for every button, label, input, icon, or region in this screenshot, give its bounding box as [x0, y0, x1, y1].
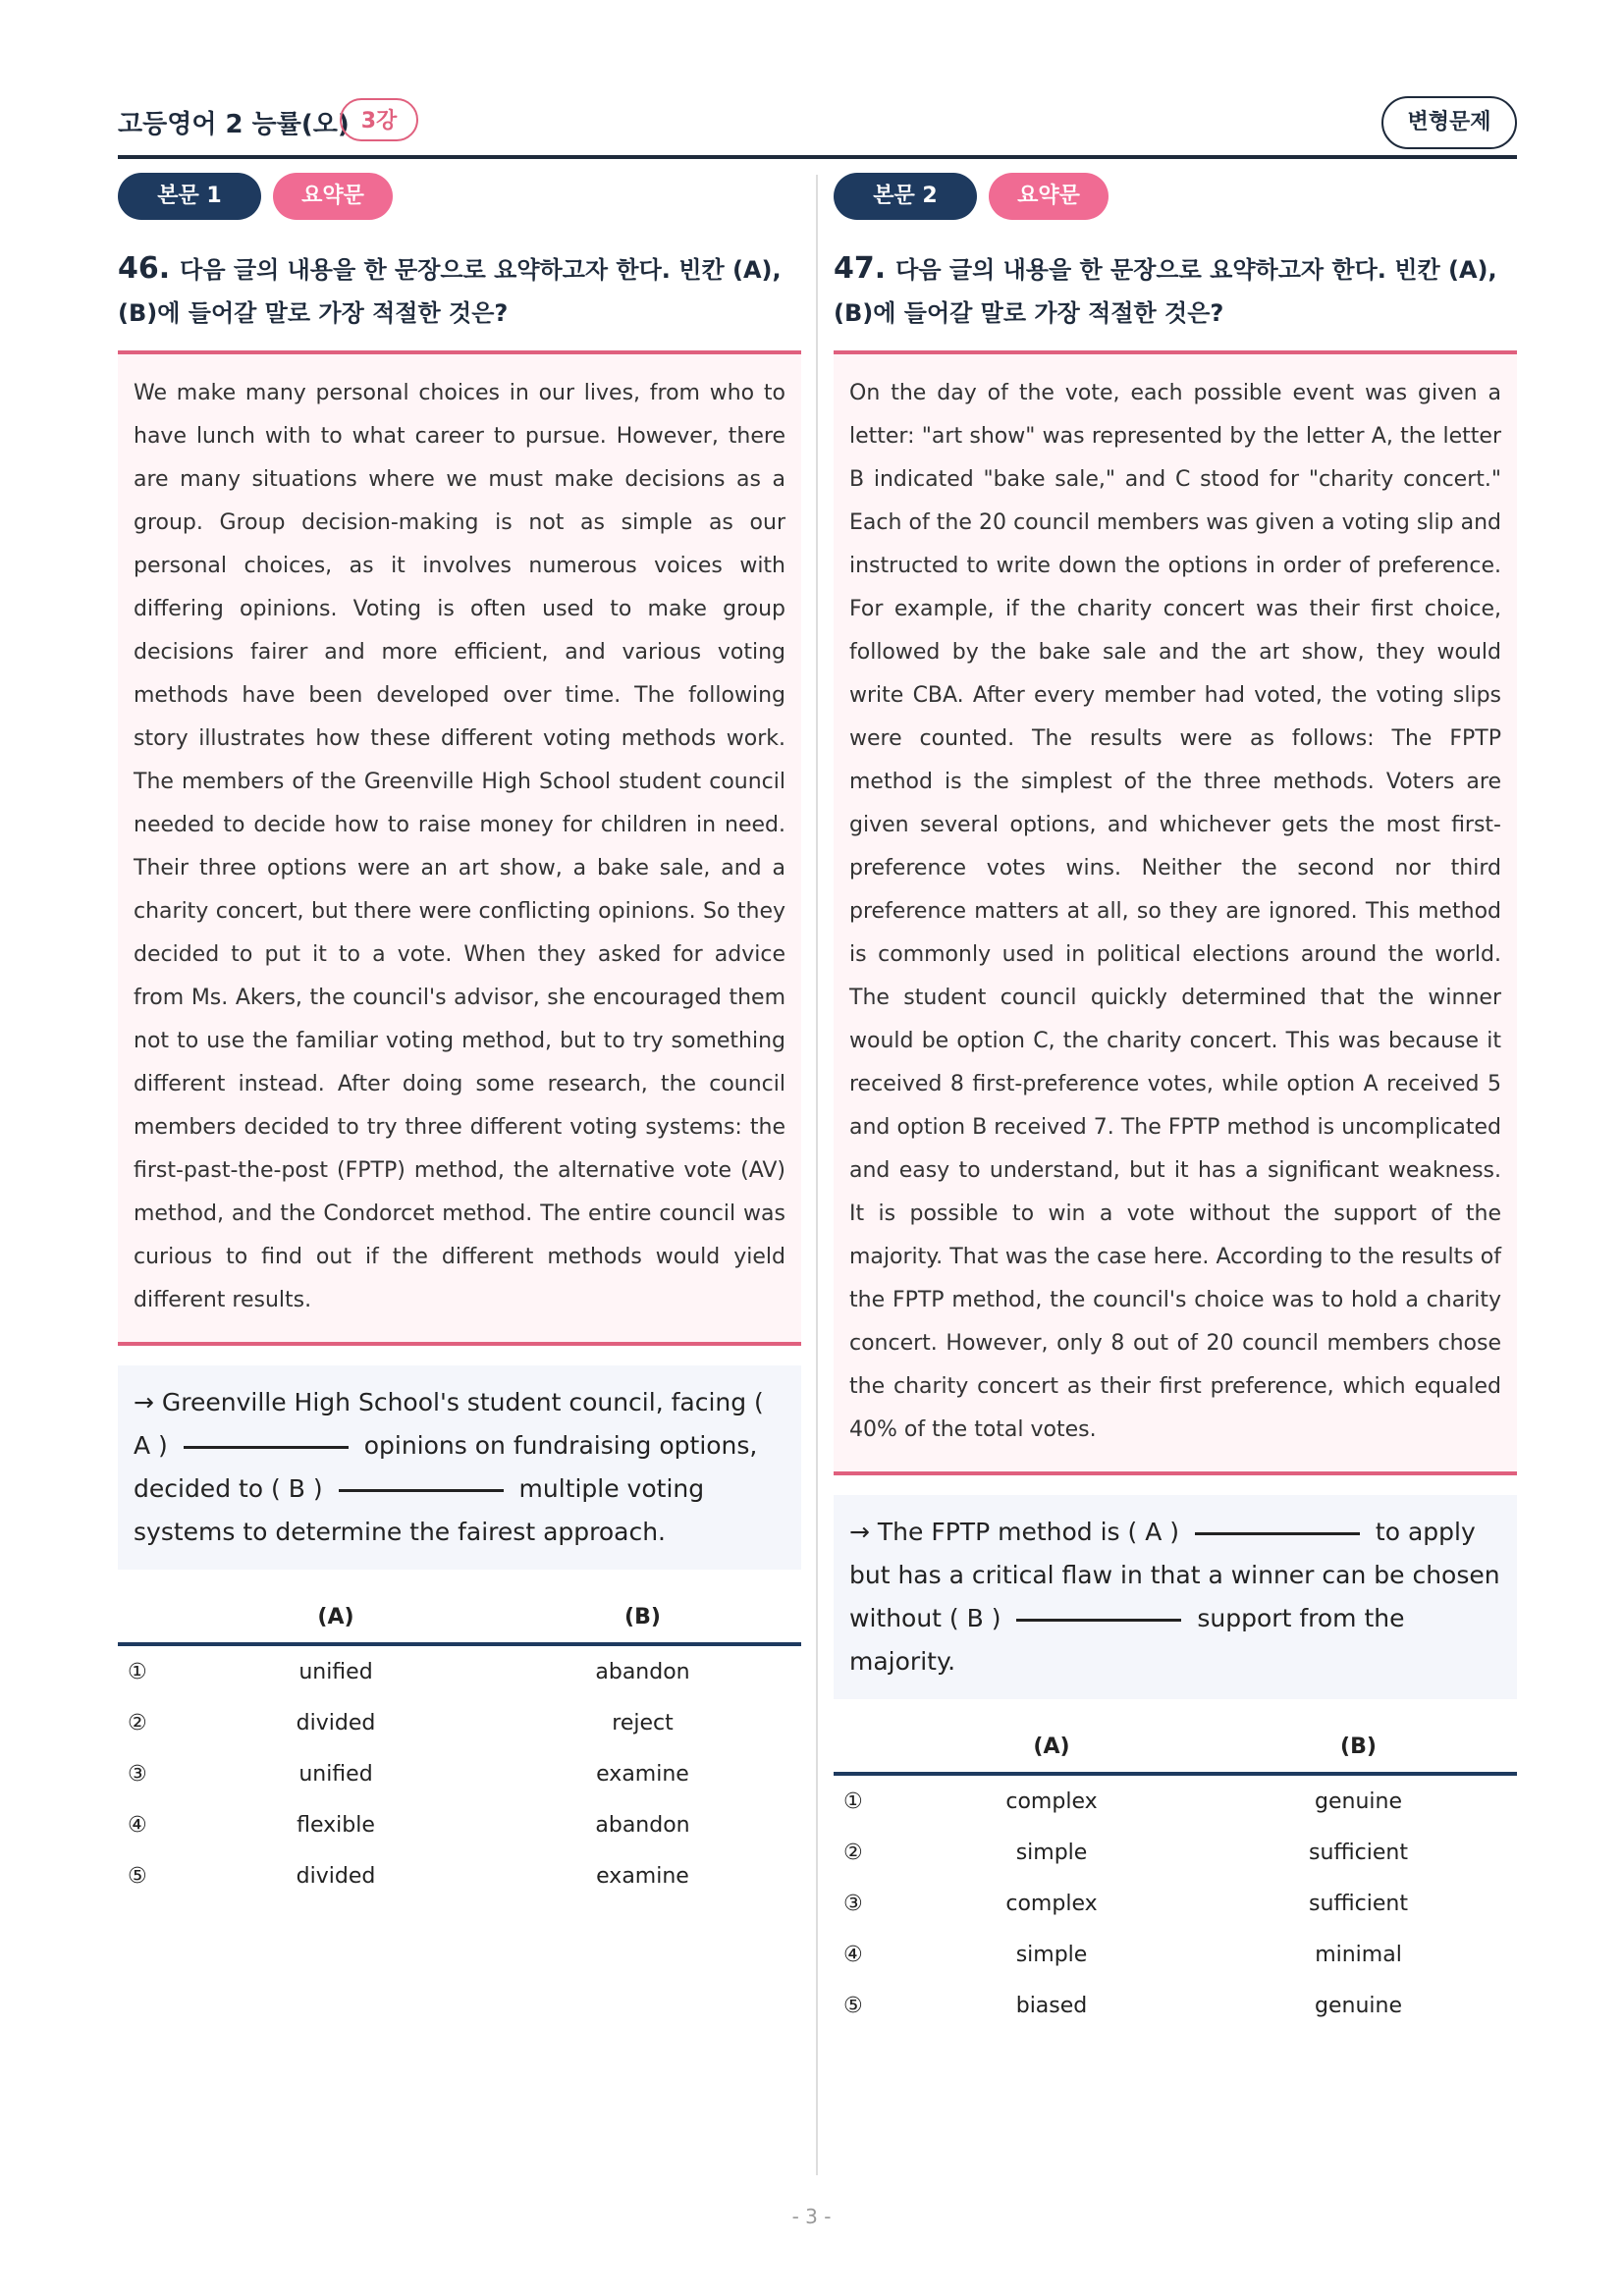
summary-tag: 요약문: [989, 173, 1109, 220]
option-a: complex: [1005, 1891, 1098, 1916]
summary-part-3: multiple voting systems to determine the fairest approach.: [134, 1474, 705, 1546]
summary-box: [118, 1365, 801, 1570]
option-b: abandon: [595, 1812, 690, 1838]
option-a: unified: [298, 1659, 373, 1684]
left-tags: [118, 173, 801, 220]
option-number: ①: [128, 1659, 147, 1684]
header-a: (A): [188, 1591, 484, 1644]
blank-a: [184, 1446, 349, 1449]
question-number: 47.: [834, 251, 887, 286]
question-title: [118, 247, 801, 354]
variant-badge: 변형문제: [1381, 96, 1517, 149]
option-b: genuine: [1315, 1789, 1402, 1814]
option-row[interactable]: [834, 1827, 1517, 1878]
option-a: flexible: [297, 1812, 375, 1838]
summary-part-2: opinions on fundraising options, decided to ( B ): [134, 1431, 758, 1503]
option-row[interactable]: [118, 1850, 801, 1901]
option-row[interactable]: [834, 1878, 1517, 1929]
question-number: 46.: [118, 251, 171, 286]
header-a: (A): [903, 1721, 1200, 1774]
summary-part-3: support from the majority.: [849, 1604, 1405, 1676]
option-b: genuine: [1315, 1993, 1402, 2018]
blank-b: [339, 1489, 504, 1492]
book-title: 고등영어 2 능률(오): [118, 110, 350, 139]
right-column: [834, 173, 1517, 2031]
page-number: - 3 -: [791, 2205, 832, 2228]
summary-part-1: → Greenville High School's student council, facing ( A ): [134, 1388, 764, 1460]
summary-box: [834, 1495, 1517, 1699]
passage-tag: 본문 1: [118, 173, 261, 220]
option-number: ⑤: [843, 1993, 863, 2018]
option-a: biased: [1015, 1993, 1088, 2018]
question-text: 다음 글의 내용을 한 문장으로 요약하고자 한다. 빈칸 (A), (B)에 들어갈 말로 가장 적절한 것은?: [834, 256, 1497, 327]
option-number: ④: [843, 1942, 863, 1967]
option-number: ③: [128, 1761, 147, 1787]
option-b: examine: [596, 1761, 689, 1787]
option-a: divided: [296, 1710, 376, 1735]
option-a: simple: [1015, 1942, 1088, 1967]
option-row[interactable]: [118, 1697, 801, 1748]
header-b: (B): [1200, 1721, 1517, 1774]
option-a: divided: [296, 1863, 376, 1889]
option-row[interactable]: [834, 1929, 1517, 1980]
page-header: [118, 96, 1517, 155]
left-column: [118, 173, 801, 1901]
option-row[interactable]: [118, 1644, 801, 1697]
table-header-row: [834, 1721, 1517, 1774]
option-a: simple: [1015, 1840, 1088, 1865]
option-row[interactable]: [834, 1774, 1517, 1827]
column-divider: [816, 175, 818, 2175]
header-divider: [118, 155, 1517, 159]
blank-a: [1195, 1532, 1360, 1535]
option-row[interactable]: [118, 1748, 801, 1799]
answer-options-table: [834, 1721, 1517, 2031]
blank-b: [1016, 1619, 1181, 1622]
option-b: sufficient: [1309, 1891, 1408, 1916]
answer-options-table: [118, 1591, 801, 1901]
option-row[interactable]: [834, 1980, 1517, 2031]
passage-text: On the day of the vote, each possible event was given a letter: "art show" was represented by the letter A, the letter B indicated "bake sale," and C stood for "charity concert." Each of the 20 council members was given a voting slip and instructed to write down the options in order of preference. For example, if the charity concert was their first choice, followed by the bake sale and the art show, they would write CBA. After every member had voted, the voting slips were counted. The results were as follows: The FPTP method is the simplest of the three methods. Voters are given several options, and whichever gets the most first-preference votes wins. Neither the second nor third preference matters at all, so they are ignored. This method is commonly used in political elections around the world. The student council quickly determined that the winner would be option C, the charity concert. This was because it received 8 first-preference votes, while option A received 5 and option B received 7. The FPTP method is uncomplicated and easy to understand, but it has a significant weakness. It is possible to win a vote without the support of the majority. That was the case here. According to the results of the FPTP method, the council's choice was to hold a charity concert. However, only 8 out of 20 council members chose the charity concert as their first preference, which equaled 40% of the total votes.: [834, 354, 1517, 1475]
option-number: ④: [128, 1812, 147, 1838]
table-header-row: [118, 1591, 801, 1644]
option-b: sufficient: [1309, 1840, 1408, 1865]
option-b: abandon: [595, 1659, 690, 1684]
option-number: ②: [128, 1710, 147, 1735]
passage-text: We make many personal choices in our lives, from who to have lunch with to what career to pursue. However, there are many situations where we must make decisions as a group. Group decision-making is not as simple as our personal choices, as it involves numerous voices with differing opinions. Voting is often used to make group decisions fairer and more efficient, and various voting methods have been developed over time. The following story illustrates how these different voting methods work. The members of the Greenville High School student council needed to decide how to raise money for children in need. Their three options were an art show, a bake sale, and a charity concert, but there were conflicting opinions. So they decided to put it to a vote. When they asked for advice from Ms. Akers, the council's advisor, she encouraged them not to use the familiar voting method, but to try something different instead. After doing some research, the council members decided to try three different voting systems: the first-past-the-post (FPTP) method, the alternative vote (AV) method, and the Condorcet method. The entire council was curious to find out if the different methods would yield different results.: [118, 354, 801, 1346]
passage-tag: 본문 2: [834, 173, 977, 220]
question-text: 다음 글의 내용을 한 문장으로 요약하고자 한다. 빈칸 (A), (B)에 들어갈 말로 가장 적절한 것은?: [118, 256, 782, 327]
option-number: ⑤: [128, 1863, 147, 1889]
option-row[interactable]: [118, 1799, 801, 1850]
header-b: (B): [484, 1591, 801, 1644]
option-b: minimal: [1315, 1942, 1402, 1967]
option-number: ①: [843, 1789, 863, 1814]
summary-tag: 요약문: [273, 173, 393, 220]
option-b: reject: [612, 1710, 674, 1735]
option-number: ③: [843, 1891, 863, 1916]
summary-part-1: → The FPTP method is ( A ): [849, 1518, 1179, 1546]
summary-part-2: to apply but has a critical flaw in that a winner can be chosen without ( B ): [849, 1518, 1500, 1632]
lesson-badge: 3강: [340, 98, 418, 141]
option-a: complex: [1005, 1789, 1098, 1814]
option-a: unified: [298, 1761, 373, 1787]
right-tags: [834, 173, 1517, 220]
option-number: ②: [843, 1840, 863, 1865]
option-b: examine: [596, 1863, 689, 1889]
question-title: [834, 247, 1517, 354]
